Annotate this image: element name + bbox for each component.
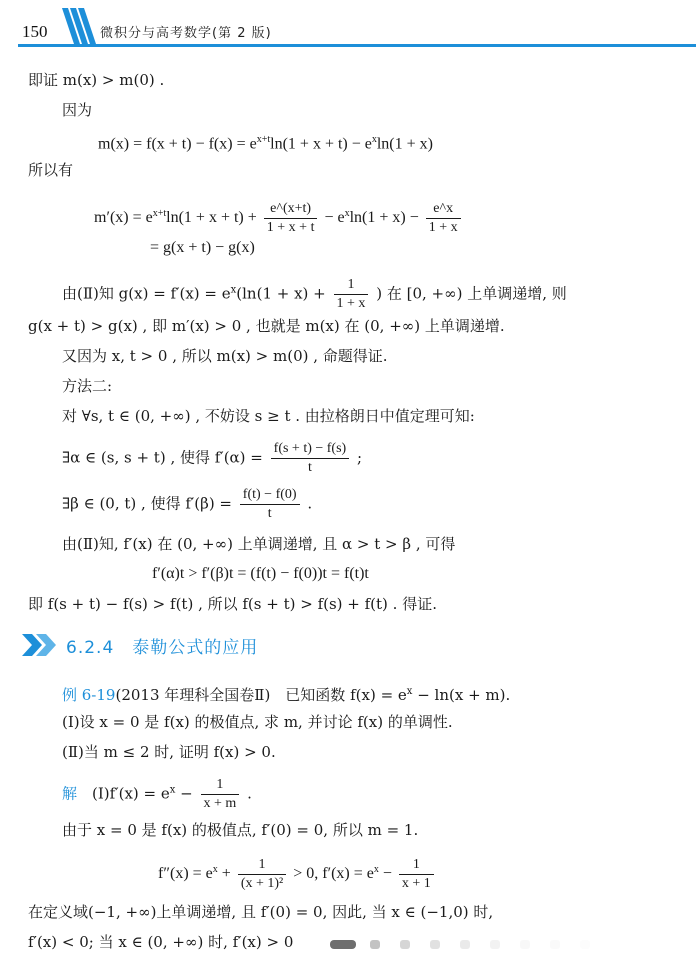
section-title: 6.2.4 泰勒公式的应用: [66, 638, 259, 658]
text-line: (Ⅰ)设 x = 0 是 f(x) 的极值点, 求 m, 并讨论 f(x) 的单调性.: [62, 713, 453, 731]
text-line: ∃β ∈ (0, t) , 使得 f′(β) = $\frac{f(t) - f(0)}{t}$ .: [62, 487, 313, 521]
fraction: $\frac{e\^{}(x+t)}{1 + x + t}$: [264, 200, 318, 237]
text-line: g(x + t) > g(x) , 即 m′(x) > 0 , 也就是 m(x) 在 (0, +∞) 上单调递增.: [28, 317, 505, 335]
text-line: ∃α ∈ (s, s + t) , 使得 f′(α) = $\frac{f(s + t) - f(s)}{t}$ ;: [62, 441, 363, 475]
text-line: f′(x) < 0; 当 x ∈ (0, +∞) 时, f′(x) > 0: [28, 933, 294, 951]
solution-line: 解 (Ⅰ)f′(x) = $e^x$ − $\frac{1}{x + m}$ .: [62, 777, 252, 811]
formula-line: $f''(x) = e^x$ + $\frac{1}{\text{(x + 1)²}}$ > 0, $f'(x) = e^x$ − $\frac{1}{x + 1}$: [158, 856, 437, 893]
fraction: $\frac{1}{x + 1}$: [399, 856, 434, 893]
header-stripes-decoration: [62, 8, 102, 48]
text-line: 方法二:: [62, 377, 113, 395]
example-line: 例 6-19(2013 年理科全国卷Ⅱ) 已知函数 $f(x) = e^x - \ln(x + m)$.: [62, 686, 511, 704]
fraction: $\frac{e\^{}x}{1 + x}$: [426, 200, 461, 237]
text-line: 由(Ⅱ)知 $g(x) = f'(x) = e^x(\ln(1 + x)$ + $\frac{1}{1 + x}$ ) 在 [0, +∞) 上单调递增, 则: [62, 277, 567, 311]
text-line: 由于 x = 0 是 f(x) 的极值点, f′(0) = 0, 所以 m = 1.: [62, 821, 419, 839]
chevron-icon: [22, 632, 64, 658]
fraction: $\frac{f(t) - f(0)}{t}$: [240, 486, 300, 523]
text-line: 因为: [62, 101, 93, 119]
formula-line: f′(α)t > f′(β)t = (f(t) − f(0))t = f(t)t: [152, 565, 369, 582]
text-line: 在定义域(−1, +∞)上单调递增, 且 f′(0) = 0, 因此, 当 x ∈ (−1,0) 时,: [28, 903, 494, 921]
page-number: 150: [22, 22, 48, 41]
fraction: $\frac{1}{1 + x}$: [334, 276, 369, 313]
fade-dots-decoration: [330, 936, 630, 952]
text-line: 又因为 x, t > 0 , 所以 m(x) > m(0) , 命题得证.: [62, 347, 388, 365]
text-line: 对 ∀s, t ∈ (0, +∞) , 不妨设 s ≥ t . 由拉格朗日中值定理可知:: [62, 407, 475, 425]
running-title: 微积分与高考数学(第 2 版): [100, 26, 272, 41]
fraction: $\frac{1}{x + m}$: [201, 776, 240, 813]
page-header: [0, 0, 696, 48]
solution-label: 解: [62, 784, 78, 803]
formula-line: $m(x) = f(x + t) - f(x) = e^{x+t}\ln(1 + x + t) - e^x\ln(1 + x)$: [98, 134, 433, 153]
formula-line: $m'(x) = e^{x+t}\ln(1 + x + t)$ + $\frac{e\^{}(x+t)}{1 + x + t}$ − $e^x\ln(1 + x)$ − $\frac{e\^{}x}{1 + x}$: [94, 200, 464, 237]
text-line: 所以有: [28, 161, 74, 179]
text-line: 即证 m(x) > m(0) .: [28, 71, 165, 89]
example-label: 例 6-19: [62, 686, 116, 704]
header-rule: [18, 44, 696, 47]
text-line: (Ⅱ)当 m ≤ 2 时, 证明 f(x) > 0.: [62, 743, 276, 761]
text-line: 由(Ⅱ)知, f′(x) 在 (0, +∞) 上单调递增, 且 α > t > β , 可得: [62, 535, 456, 553]
text-line: 即 f(s + t) − f(s) > f(t) , 所以 f(s + t) > f(s) + f(t) . 得证.: [28, 595, 437, 613]
formula-line: = g(x + t) − g(x): [150, 239, 255, 256]
fraction: $\frac{1}{\text{(x + 1)²}}$: [238, 856, 286, 893]
fraction: $\frac{f(s + t) - f(s)}{t}$: [271, 440, 350, 477]
